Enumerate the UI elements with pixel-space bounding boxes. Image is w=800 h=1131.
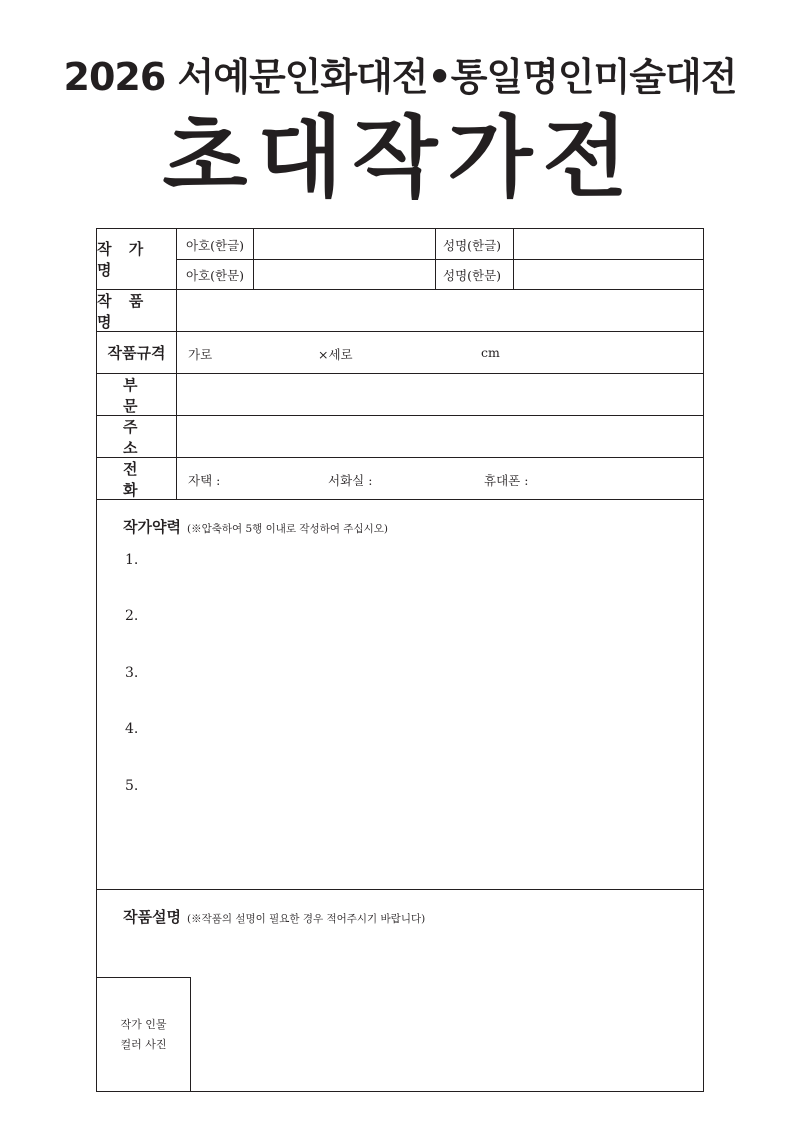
phone-mobile-label: 휴대폰 : bbox=[484, 473, 529, 488]
artist-photo-box bbox=[97, 977, 191, 1091]
artist-name-col-divider-2 bbox=[435, 229, 436, 289]
name-korean-label: 성명(한글) bbox=[443, 238, 502, 253]
phone-home-label: 자택 : bbox=[188, 473, 221, 488]
category-label: 부 문 bbox=[97, 374, 177, 415]
address-label: 주 소 bbox=[97, 416, 177, 457]
work-title-label: 작 품 명 bbox=[97, 290, 177, 331]
address-row bbox=[97, 416, 703, 458]
phone-row bbox=[97, 458, 703, 500]
page-title: 초대작가전 bbox=[162, 106, 638, 209]
name-hanja-label: 성명(한문) bbox=[443, 268, 502, 283]
description-heading bbox=[123, 906, 425, 927]
career-item-3: 3. bbox=[125, 665, 139, 681]
artist-name-label: 작 가 명 bbox=[97, 229, 177, 289]
career-item-4: 4. bbox=[125, 721, 139, 737]
career-item-2: 2. bbox=[125, 608, 139, 624]
work-size-unit: cm bbox=[481, 345, 500, 360]
photo-label-line2: 컬러 사진 bbox=[120, 1037, 167, 1051]
work-height-label: ×세로 bbox=[318, 347, 353, 362]
description-label: 작품설명 bbox=[123, 908, 181, 926]
work-title-row bbox=[97, 290, 703, 332]
artist-name-col-divider-1 bbox=[253, 229, 254, 289]
work-size-row bbox=[97, 332, 703, 374]
category-row bbox=[97, 374, 703, 416]
phone-studio-label: 서화실 : bbox=[328, 473, 373, 488]
photo-label-line1: 작가 인물 bbox=[120, 1017, 167, 1031]
career-note: (※압축하여 5행 이내로 작성하여 주십시오) bbox=[186, 523, 388, 535]
artist-name-divider bbox=[177, 259, 703, 260]
pen-name-hanja-label: 아호(한문) bbox=[186, 268, 245, 283]
work-size-label: 작품규격 bbox=[97, 332, 177, 373]
phone-label: 전 화 bbox=[97, 458, 177, 499]
pen-name-korean-label: 아호(한글) bbox=[186, 238, 245, 253]
description-section bbox=[97, 890, 703, 1091]
application-form bbox=[96, 228, 704, 1092]
career-item-1: 1. bbox=[125, 552, 139, 568]
career-heading bbox=[123, 516, 388, 537]
description-note: (※작품의 설명이 필요한 경우 적어주시기 바랍니다) bbox=[186, 913, 426, 925]
artist-name-row bbox=[97, 229, 703, 290]
page-subtitle: 2026 서예문인화대전•통일명인미술대전 bbox=[63, 55, 737, 99]
work-width-label: 가로 bbox=[188, 347, 213, 362]
career-item-5: 5. bbox=[125, 778, 139, 794]
career-section bbox=[97, 500, 703, 890]
career-label: 작가약력 bbox=[123, 518, 181, 536]
artist-name-col-divider-3 bbox=[513, 229, 514, 289]
